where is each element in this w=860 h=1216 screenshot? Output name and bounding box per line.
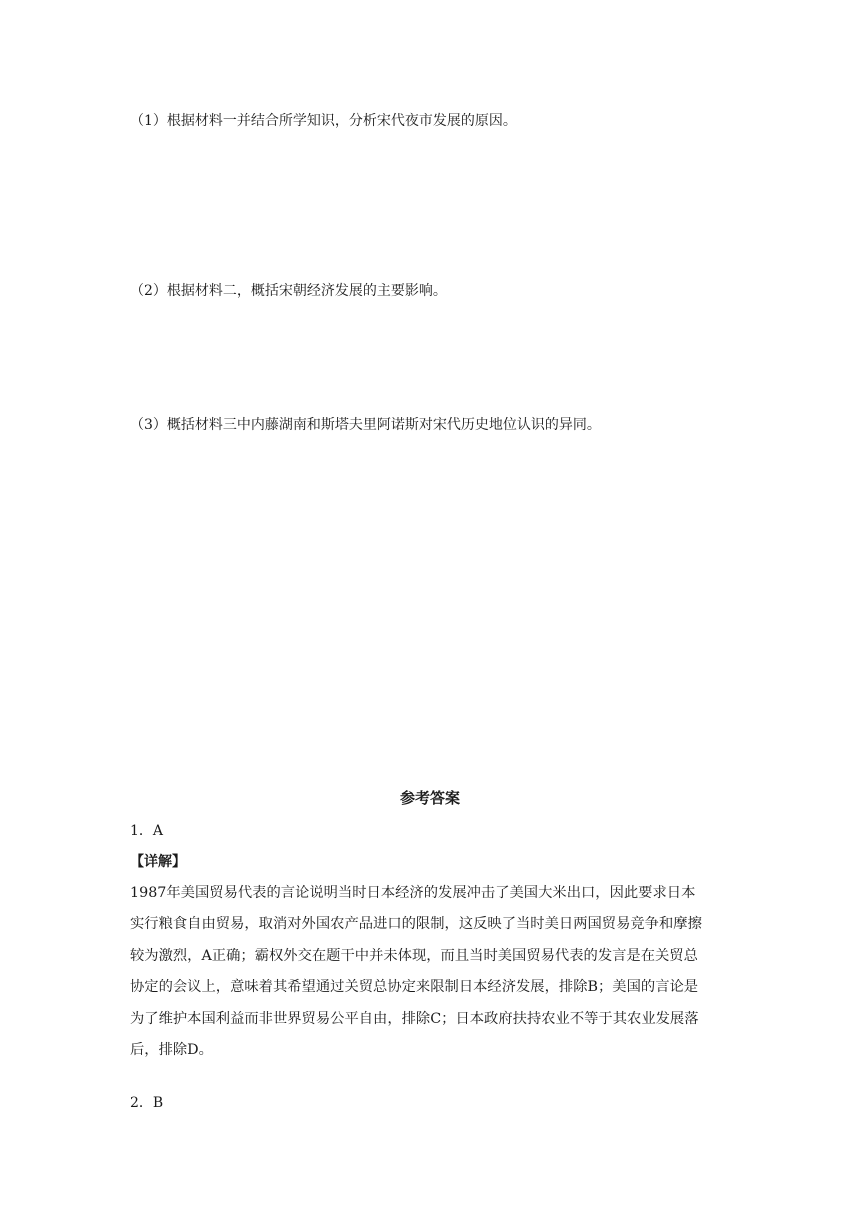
explanation-line: 实行粮食自由贸易，取消对外国农产品进口的限制，这反映了当时美日两国贸易竞争和摩擦 [130, 916, 702, 933]
question-3: （3）概括材料三中内藤湖南和斯塔夫里阿诺斯对宋代历史地位认识的异同。 [130, 417, 601, 433]
explanation-line: 为了维护本国利益而非世界贸易公平自由，排除C；日本政府扶持农业不等于其农业发展落 [130, 1010, 699, 1027]
explanation-line: 协定的会议上，意味着其希望通过关贸总协定来限制日本经济发展，排除B；美国的言论是 [130, 979, 699, 996]
explanation-line: 较为激烈，A正确；霸权外交在题干中并未体现，而且当时美国贸易代表的发言是在关贸总 [130, 947, 698, 964]
answer-1-detail-label: 【详解】 [130, 854, 186, 870]
answer-1-explanation [130, 878, 730, 1066]
question-1: （1）根据材料一并结合所学知识，分析宋代夜市发展的原因。 [130, 113, 517, 129]
answer-2-number: 2．B [130, 1095, 164, 1111]
answer-1-number: 1．A [130, 823, 164, 839]
explanation-line: 1987年美国贸易代表的言论说明当时日本经济的发展冲击了美国大米出口，因此要求日本 [130, 885, 696, 901]
explanation-line: 后，排除D。 [130, 1042, 213, 1059]
answers-heading: 参考答案 [399, 789, 460, 807]
question-2: （2）根据材料二，概括宋朝经济发展的主要影响。 [130, 283, 447, 299]
